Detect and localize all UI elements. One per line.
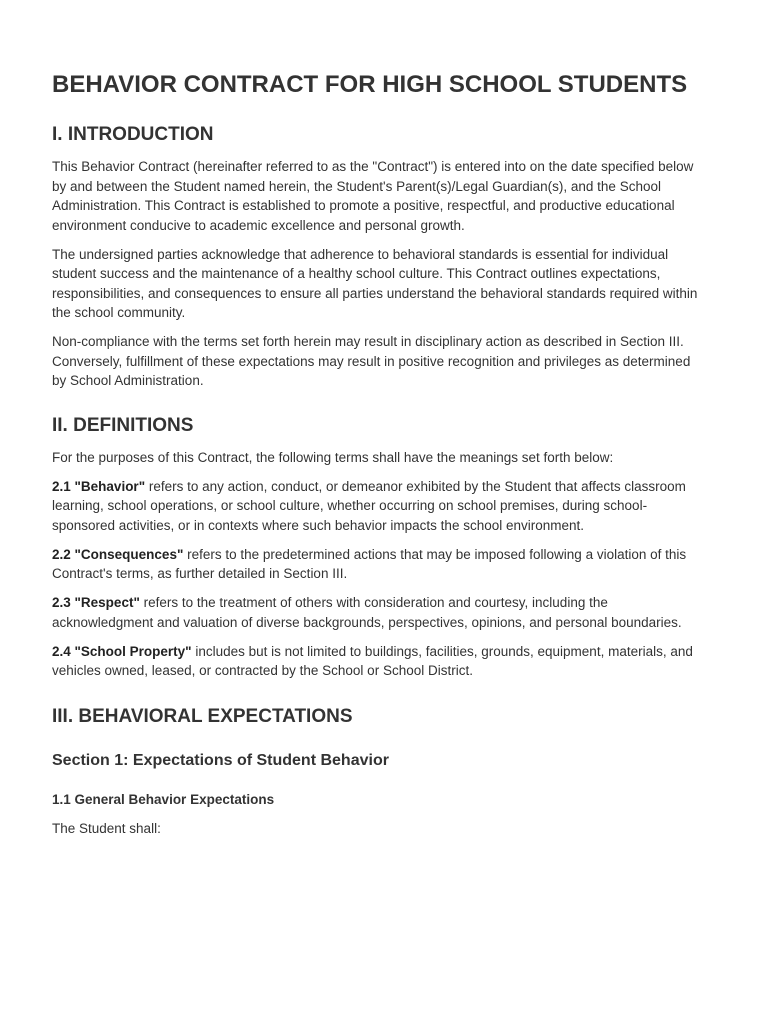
definition-term: 2.1 "Behavior" — [52, 478, 146, 494]
definition-item — [52, 477, 706, 536]
heading-introduction: I. INTRODUCTION — [52, 124, 214, 145]
intro-paragraph: Non-compliance with the terms set forth herein may result in disciplinary action as described in Section III. Conversely, fulfillment of these expectations may result in positive recognition and privileges as determined by School Administration. — [52, 334, 691, 388]
intro-paragraph: This Behavior Contract (hereinafter referred to as the "Contract") is entered into on the date specified below by and between the Student named herein, the Student's Parent(s)/Legal Guardian(s), and the School Administration. This Contract is established to promote a positive, respectful, and productive educational environment conducive to academic excellence and personal growth. — [52, 159, 694, 233]
expectations-lead: The Student shall: — [52, 820, 161, 836]
intro-paragraph: The undersigned parties acknowledge that adherence to behavioral standards is essential for individual student success and the maintenance of a healthy school culture. This Contract outlines expectations, responsibilities, and consequences to ensure all parties understand the behavioral standards required within the school community. — [52, 246, 698, 320]
definition-text: refers to any action, conduct, or demeanor exhibited by the Student that affects classroom learning, school operations, or school culture, whether occurring on school premises, during school-sponsored activities, or in contexts where such behavior impacts the school environment. — [52, 478, 686, 533]
definition-item — [52, 593, 706, 632]
definition-text: refers to the predetermined actions that may be imposed following a violation of this Contract's terms, as further detailed in Section III. — [52, 546, 687, 581]
document-title: BEHAVIOR CONTRACT FOR HIGH SCHOOL STUDENTS — [52, 71, 688, 98]
section-definitions — [52, 413, 706, 681]
definition-term: 2.2 "Consequences" — [52, 546, 184, 562]
definition-term: 2.4 "School Property" — [52, 643, 192, 659]
section-introduction — [52, 122, 706, 391]
definition-item — [52, 545, 706, 584]
heading-expectations: III. BEHAVIORAL EXPECTATIONS — [52, 705, 353, 727]
heading-definitions: II. DEFINITIONS — [52, 414, 194, 436]
definitions-lead: For the purposes of this Contract, the following terms shall have the meanings set forth below: — [52, 449, 614, 465]
definition-text: refers to the treatment of others with consideration and courtesy, including the acknowledgment and valuation of diverse backgrounds, perspectives, opinions, and personal boundaries. — [52, 595, 682, 630]
heading-section-1: Section 1: Expectations of Student Behavior — [52, 751, 389, 769]
heading-subsection-1-1: 1.1 General Behavior Expectations — [52, 791, 275, 807]
definition-text: includes but is not limited to buildings, facilities, grounds, equipment, materials, and vehicles owned, leased, or contracted by the School or School District. — [52, 643, 693, 678]
section-expectations — [52, 704, 706, 839]
definition-term: 2.3 "Respect" — [52, 595, 140, 610]
definition-item — [52, 642, 706, 681]
